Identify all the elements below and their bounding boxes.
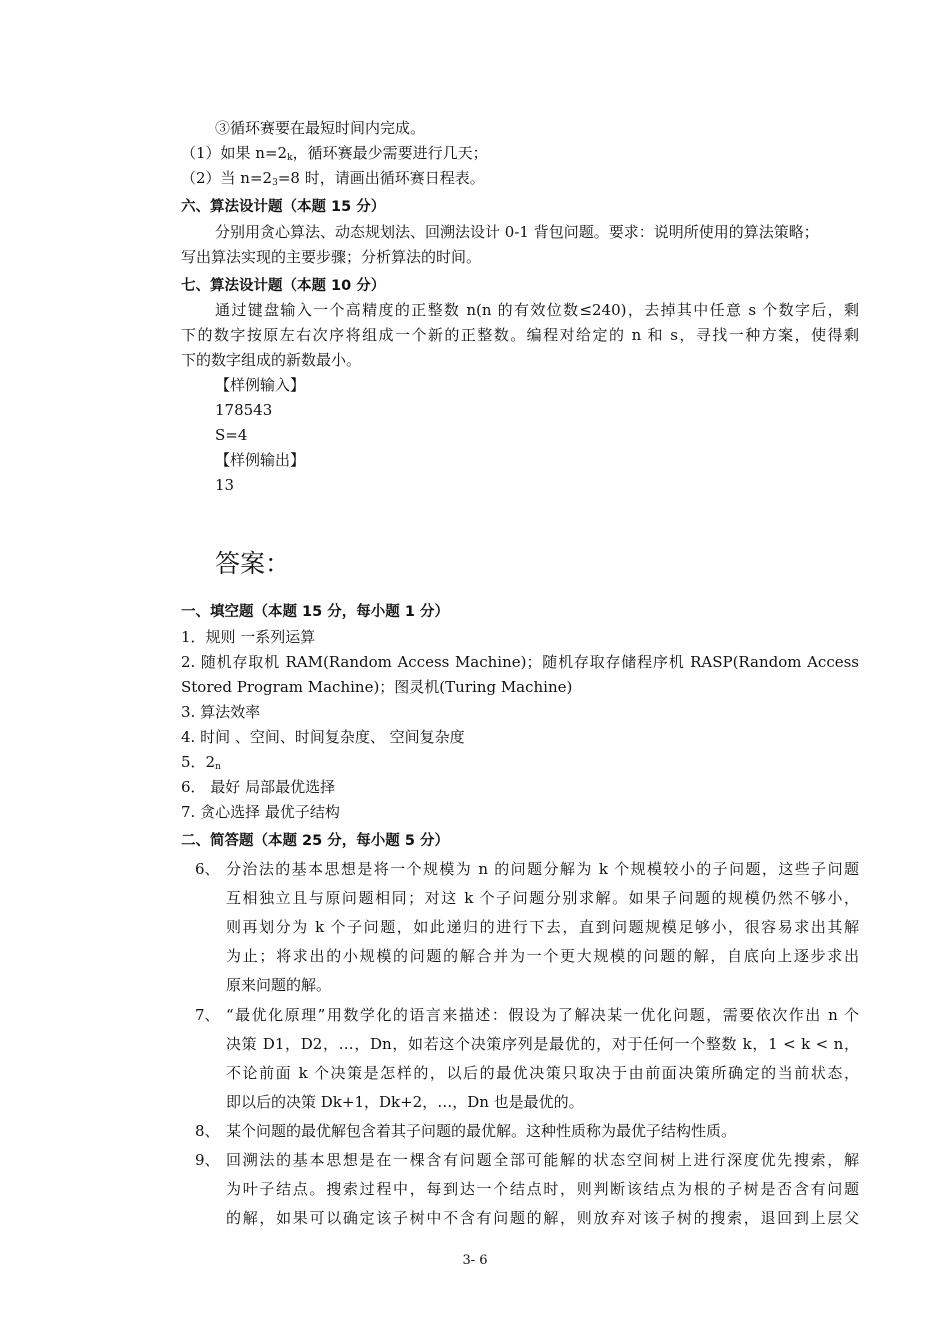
q6-heading: 六、算法设计题（本题 15 分） — [181, 199, 386, 215]
a1-line-2: 2. 随机存取机 RAM(Random Access Machine)；随机存取存储程序机 RASP(Random Access — [181, 653, 859, 671]
a2-item-9-number: 9、 — [195, 1151, 220, 1169]
a2-item-6-line: 互相独立且与原问题相同；对这 k 个子问题分别求解。如果子问题的规模仍然不够小， — [226, 889, 859, 907]
a1-line-4: 3. 算法效率 — [181, 703, 261, 721]
a2-item-9-line: 的解，如果可以确定该子树中不含有问题的解，则放弃对该子树的搜索，退回到上层父 — [226, 1209, 859, 1227]
q6-line-1: 分别用贪心算法、动态规划法、回溯法设计 0-1 背包问题。要求：说明所使用的算法策略； — [215, 223, 819, 241]
a2-item-9-line: 回溯法的基本思想是在一棵含有问题全部可能解的状态空间树上进行深度优先搜索，解 — [226, 1151, 859, 1169]
q7-line-3: 下的数字组成的新数最小。 — [181, 351, 362, 369]
page-number: 3- 6 — [462, 1253, 488, 1268]
sample-output-value: 13 — [215, 476, 235, 494]
a2-item-7-line: 不论前面 k 个决策是怎样的，以后的最优决策只取决于由前面决策所确定的当前状态， — [226, 1064, 859, 1082]
q5-line-2: （1）如果 $n=2_k$，循环赛最少需要进行几天； — [181, 144, 488, 163]
sample-output-label: 【样例输出】 — [215, 451, 306, 469]
a1-line-3: Stored Program Machine)；图灵机(Turing Machine) — [181, 678, 573, 696]
a1-line-1: 1．规则 一系列运算 — [181, 628, 316, 646]
a1-line-8: 7. 贪心选择 最优子结构 — [181, 803, 340, 821]
a2-item-6-number: 6、 — [195, 860, 220, 878]
answers-heading: 答案： — [215, 549, 291, 578]
a1-line-7: 6． 最好 局部最优选择 — [181, 778, 336, 796]
a2-item-8-number: 8、 — [195, 1122, 220, 1140]
q7-line-1: 通过键盘输入一个高精度的正整数 n(n 的有效位数≤240)，去掉其中任意 s 个数字后，剩 — [215, 301, 859, 319]
q5-line-3: （2）当 $n=2_3=8$ 时，请画出循环赛日程表。 — [181, 169, 485, 188]
a2-item-6-line: 分治法的基本思想是将一个规模为 n 的问题分解为 k 个规模较小的子问题，这些子问题 — [226, 860, 859, 878]
a1-line-5: 4. 时间 、空间、时间复杂度、 空间复杂度 — [181, 728, 465, 746]
a2-heading: 二、简答题（本题 25 分，每小题 5 分） — [181, 833, 449, 849]
q5-line-1: ③循环赛要在最短时间内完成。 — [215, 119, 426, 137]
a2-item-7-line: “最优化原理”用数学化的语言来描述：假设为了解决某一优化问题，需要依次作出 n 个 — [226, 1006, 859, 1024]
q6-line-2: 写出算法实现的主要步骤；分析算法的时间。 — [181, 248, 482, 266]
a2-item-6-line: 则再划分为 k 个子问题，如此递归的进行下去，直到问题规模足够小，很容易求出其解 — [226, 918, 859, 936]
sample-input-label: 【样例输入】 — [215, 376, 306, 394]
a2-item-9-line: 为叶子结点。搜索过程中，每到达一个结点时，则判断该结点为根的子树是否含有问题 — [226, 1180, 859, 1198]
a2-item-6-line: 原来问题的解。 — [226, 976, 332, 994]
a2-item-8-line: 某个问题的最优解包含着其子问题的最优解。这种性质称为最优子结构性质。 — [226, 1122, 737, 1140]
q7-heading: 七、算法设计题（本题 10 分） — [181, 278, 386, 294]
sample-input-s: S=4 — [215, 426, 248, 444]
a2-item-7-line: 决策 D1，D2，…，Dn，如若这个决策序列是最优的，对于任何一个整数 k，1 < k < n， — [226, 1035, 859, 1053]
q7-line-2: 下的数字按原左右次序将组成一个新的正整数。编程对给定的 n 和 s，寻找一种方案，使得剩 — [181, 326, 859, 344]
a1-heading: 一、填空题（本题 15 分，每小题 1 分） — [181, 604, 449, 620]
a2-item-7-line: 即以后的决策 Dk+1，Dk+2，…，Dn 也是最优的。 — [226, 1093, 584, 1111]
a2-item-6-line: 为止；将求出的小规模的问题的解合并为一个更大规模的问题的解，自底向上逐步求出 — [226, 947, 859, 965]
sample-input-n: 178543 — [215, 401, 273, 419]
a1-line-6: 5．$2_n$ — [181, 753, 221, 772]
a2-item-7-number: 7、 — [195, 1006, 220, 1024]
